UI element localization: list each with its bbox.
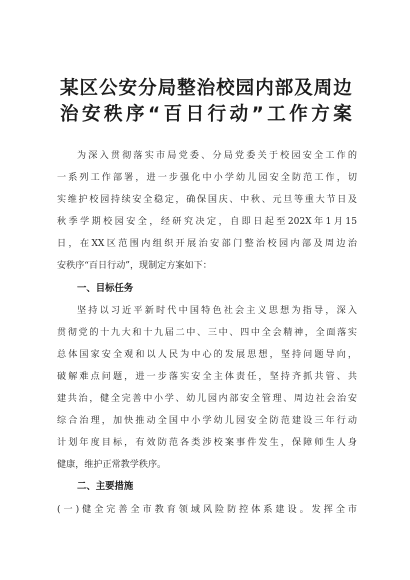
goals-line: 计划年度目标，有效防范各类涉校案事件发生，保障师生人身 — [57, 438, 357, 449]
intro-line: 实维护校园持续安全稳定，确保国庆、中秋、元旦等重大节日及 — [57, 195, 357, 206]
goals-line: 坚持以习近平新时代中国特色社会主义思想为指导，深入 — [77, 305, 357, 316]
document-body — [57, 145, 357, 521]
goals-line: 贯彻党的十九大和十九届二中、三中、四中全会精神，全面落实 — [57, 327, 357, 338]
goals-paragraph — [57, 300, 357, 477]
intro-line: 安秩序“百日行动”，现制定方案如下： — [57, 261, 212, 272]
goals-line: 破解难点问题，进一步落实安全主体责任，坚持齐抓共管、共 — [57, 371, 357, 382]
goals-line: 总体国家安全观和以人民为中心的发展思想，坚持问题导向， — [57, 349, 357, 360]
measures-line: (一)健全完善全市教育领域风险防控体系建设。发挥全市 — [57, 504, 357, 515]
intro-paragraph — [57, 145, 357, 278]
title-line-2: 治安秩序“百日行动”工作方案 — [60, 104, 352, 125]
intro-line: 秋季学期校园安全，经研究决定，自即日起至202X年1月15 — [57, 217, 357, 228]
goals-line: 建共治，健全完善中小学、幼儿园内部安全管理、周边社会治安 — [57, 394, 357, 405]
section-heading-measures: 二、主要措施 — [77, 481, 134, 493]
goals-line: 健康，维护正常教学秩序。 — [57, 460, 167, 471]
document-title — [60, 76, 352, 128]
intro-line: 日，在XX区范围内组织开展治安部门整治校园内部及周边治 — [57, 239, 357, 250]
intro-line: 为深入贯彻落实市局党委、分局党委关于校园安全工作的 — [77, 151, 357, 161]
measures-paragraph — [57, 499, 357, 521]
goals-line: 综合治理，加快推动全国中小学幼儿园安全防范建设三年行动 — [57, 416, 357, 427]
section-heading-goals: 一、目标任务 — [77, 282, 134, 294]
intro-line: 一系列工作部署，进一步强化中小学幼儿园安全防范工作，切 — [57, 173, 357, 184]
title-line-1: 某区公安分局整治校园内部及周边 — [60, 78, 352, 99]
